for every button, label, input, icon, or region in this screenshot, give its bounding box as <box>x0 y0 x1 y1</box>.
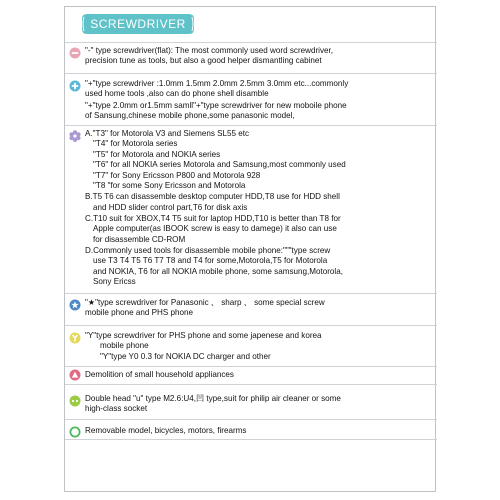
text-line: high-class socket <box>85 404 148 414</box>
y-circle-icon <box>69 332 81 344</box>
text-line: Removable model, bicycles, motors, firearms <box>85 426 247 435</box>
text-line: "★"type screwdriver for Panasonic 、 sharp 、 some special screw <box>85 298 325 307</box>
text-line: "T6" for all NOKIA series Motorola and Samsung,most commonly used <box>93 160 346 170</box>
title-banner <box>81 13 195 35</box>
page-title: SCREWDRIVER <box>90 17 186 31</box>
text-line: "T8 "for some Sony Ericsson and Motorola <box>93 181 246 190</box>
text-line: C.T10 suit for XBOX,T4 T5 suit for laptop HDD,T10 is better than T8 for <box>85 213 341 223</box>
text-line: "T4" for Motorola series <box>93 139 178 149</box>
text-line: and NOKIA, T6 for all NOKIA mobile phone, some samsung,Motorola, <box>93 266 343 276</box>
text-line: "Y"type screwdriver for PHS phone and some japenese and korea <box>85 331 322 340</box>
text-line: "+"type 2.0mm or1.5mm samll"+"type screwdriver for new moboile phone <box>85 101 347 110</box>
star-circle-icon <box>69 299 81 311</box>
divider <box>65 73 437 74</box>
text-line: mobile phone and PHS phone <box>85 308 193 318</box>
plus-circle-icon <box>69 80 81 92</box>
text-line: Demolition of small household appliances <box>85 370 234 379</box>
text-line: Sony Ericss <box>93 277 136 286</box>
screwdriver-info-card <box>64 6 436 492</box>
text-line: "+"type screwdriver :1.0mm 1.5mm 2.0mm 2.5mm 3.0mm etc...commonly <box>85 79 349 88</box>
divider <box>65 384 437 385</box>
text-line: "-" type screwdriver(flat): The most commonly used word screwdriver, <box>85 46 334 55</box>
ring-icon <box>69 426 81 438</box>
divider <box>65 125 437 126</box>
text-line: mobile phone <box>100 341 149 351</box>
divider <box>65 325 437 326</box>
text-line: B.T5 T6 can disassemble desktop computer HDD,T8 use for HDD shell <box>85 192 340 202</box>
divider <box>65 419 437 420</box>
divider <box>65 293 437 294</box>
text-line: precision tune as tools, but also a good helper dismantling cabinet <box>85 56 322 66</box>
divider <box>65 42 437 43</box>
text-line: of Sansung,chinese mobile phone,some panasonic model, <box>85 111 295 121</box>
text-line: and HDD slider control part,T6 for disk axis <box>93 202 248 212</box>
text-line: A."T3" for Motorola V3 and Siemens SL55 etc <box>85 129 250 138</box>
divider <box>65 439 437 440</box>
flower-icon <box>69 130 81 142</box>
text-line: "Y"type Y0 0.3 for NOKIA DC charger and other <box>100 351 271 361</box>
text-line: use T3 T4 T5 T6 T7 T8 and T4 for some,Motorola,T5 for Motorola <box>93 256 328 266</box>
triangle-circle-icon <box>69 369 81 381</box>
text-line: for disassemble CD-ROM <box>93 234 186 244</box>
minus-circle-icon <box>69 47 81 59</box>
text-line: used home tools ,also can do phone shell disamble <box>85 89 269 99</box>
divider <box>65 366 437 367</box>
text-line: Apple computer(as IBOOK screw is easy to damege) it also can use <box>93 224 337 234</box>
text-line: "T5" for Motorola and NOKIA series <box>93 149 221 159</box>
text-line: Double head "u" type M2.6:U4,凹 type,suit for philip air cleaner or some <box>85 394 341 403</box>
text-line: "T7" for Sony Ericsson P800 and Motorola 928 <box>93 170 261 180</box>
u-circle-icon <box>69 395 81 407</box>
text-line: D.Commonly used tools for disassemble mobile phone:"""type screw <box>85 245 331 255</box>
